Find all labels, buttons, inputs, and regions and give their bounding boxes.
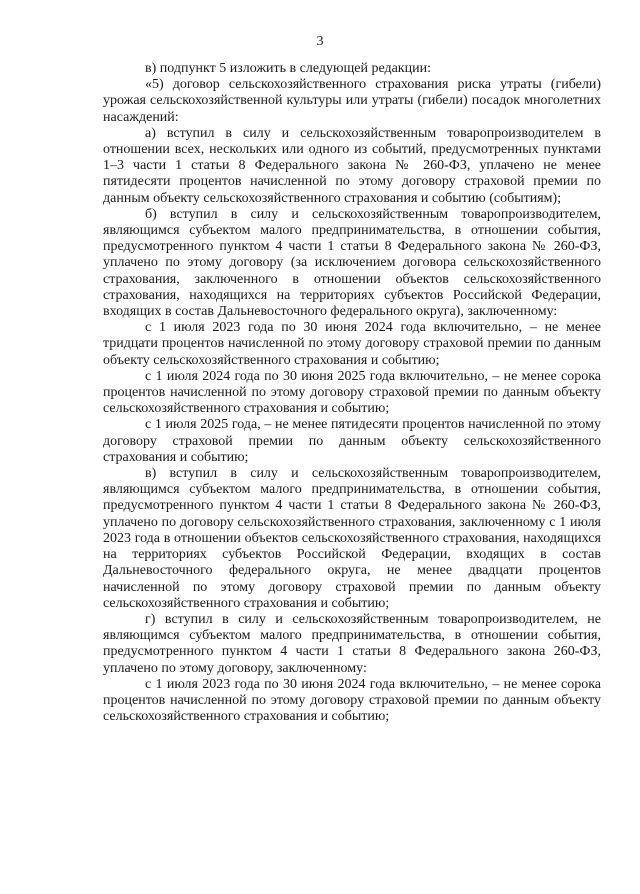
paragraph-subclause-a: а) вступил в силу и сельскохозяйственным товаропроизводителем в отношении всех, нескольких или одного из событий, предусмотренных пунктами 1–3 части 1 статьи 8 Федерального закона № 260-ФЗ, уплачено не менее пятидесяти процентов начисленной по этому договору страховой премии по данным объекту сельскохозяйственного страхования и событию (событиям);	[103, 125, 601, 206]
paragraph-clause-5: «5) договор сельскохозяйственного страхования риска утраты (гибели) урожая сельскохозяйственной культуры или утраты (гибели) посадок многолетних насаждений:	[103, 77, 601, 125]
paragraph-b-period-2025: с 1 июля 2025 года, – не менее пятидесяти процентов начисленной по этому договору страховой премии по данным объекту сельскохозяйственного страхования и событию;	[103, 417, 601, 465]
paragraph-intro: в) подпункт 5 изложить в следующей редакции:	[145, 61, 431, 76]
paragraph-b-period-2023: с 1 июля 2023 года по 30 июня 2024 года включительно, – не менее тридцати процентов начисленной по этому договору страховой премии по данным объекту сельскохозяйственного страхования и событию;	[103, 320, 601, 368]
paragraph-g-period-2023: с 1 июля 2023 года по 30 июня 2024 года включительно, – не менее сорока процентов начисленной по этому договору страховой премии по данным объекту сельскохозяйственного страхования и событию;	[103, 676, 601, 725]
paragraph-b-period-2024: с 1 июля 2024 года по 30 июня 2025 года включительно, – не менее сорока процентов начисленной по этому договору страховой премии по данным объекту сельскохозяйственного страхования и событию;	[103, 368, 601, 417]
paragraph-subclause-v: в) вступил в силу и сельскохозяйственным товаропроизводителем, являющимся субъектом малого предпринимательства, в отношении события, предусмотренного пунктом 4 части 1 статьи 8 Федерального закона № 260-ФЗ, уплачено по договору сельскохозяйственного страхования, заключенному с 1 июля 2023 года в отношении объектов сельскохозяйственного страхования, находящихся на территориях субъектов Российской Федерации, входящих в состав Дальневосточного федерального округа, не менее двадцати процентов начисленной по этому договору страховой премии по данным объекту сельскохозяйственного страхования и событию;	[103, 466, 601, 611]
document-body	[103, 61, 601, 725]
paragraph-subclause-b: б) вступил в силу и сельскохозяйственным товаропроизводителем, являющимся субъектом малого предпринимательства, в отношении события, предусмотренного пунктом 4 части 1 статьи 8 Федерального закона № 260-ФЗ, уплачено по этому договору (за исключением договора сельскохозяйственного страхования, заключенного в отношении объектов сельскохозяйственного страхования, находящихся на территориях субъектов Российской Федерации, входящих в состав Дальневосточного федерального округа), заключенному:	[103, 206, 601, 320]
page-number: 3	[316, 34, 324, 49]
paragraph-subclause-g: г) вступил в силу и сельскохозяйственным товаропроизводителем, не являющимся субъектом малого предпринимательства, в отношении события, предусмотренного пунктом 4 части 1 статьи 8 Федерального закона 260-ФЗ, уплачено по этому договору, заключенному:	[103, 611, 601, 676]
